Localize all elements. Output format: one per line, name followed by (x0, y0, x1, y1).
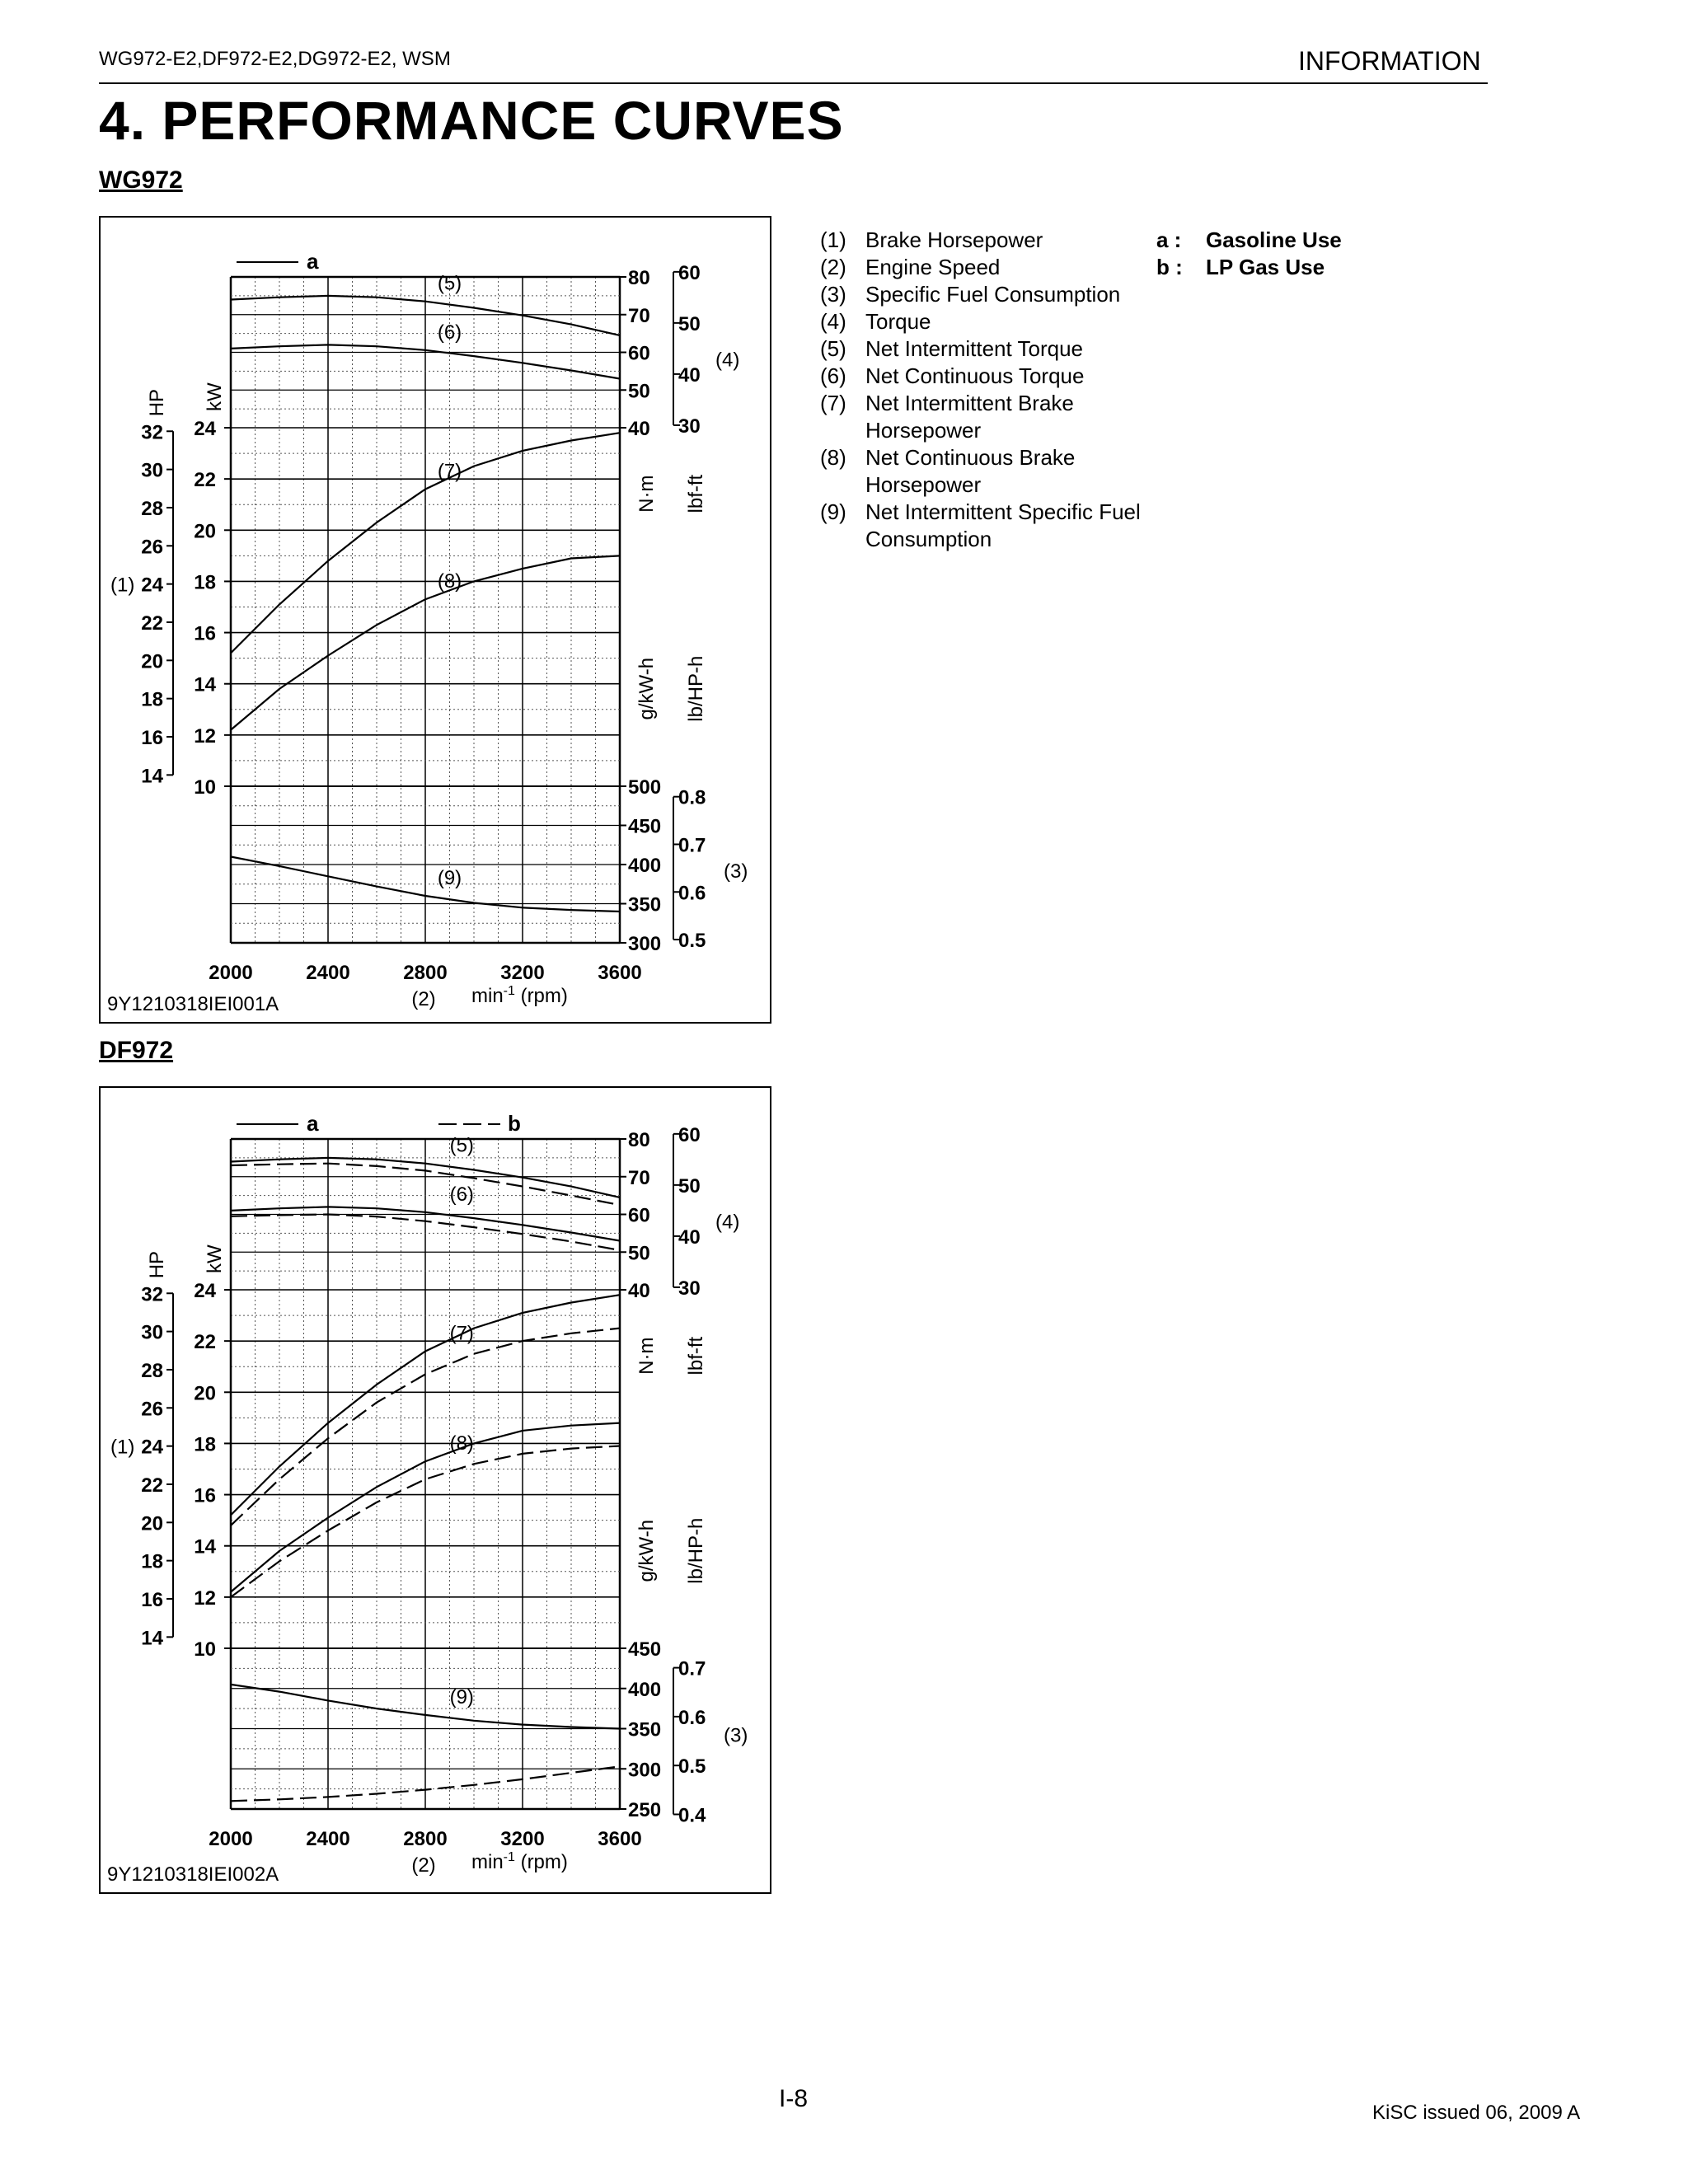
hp-axis-title: HP (146, 388, 168, 417)
df972-heading: DF972 (99, 1037, 174, 1064)
kw-tick-label: 24 (194, 1280, 216, 1302)
legend-item (820, 499, 1397, 553)
curve-number-label: (8) (449, 1432, 474, 1455)
sfc-g-tick-label: 400 (628, 855, 662, 877)
sfc-g-tick-label: 450 (628, 1638, 662, 1661)
kw-tick-label: 16 (194, 1484, 216, 1507)
kw-tick-label: 18 (194, 571, 216, 594)
figure-code: 9Y1210318IEI001A (107, 993, 279, 1015)
power-ref-label: (1) (110, 574, 135, 597)
nm-tick-label: 50 (628, 380, 650, 403)
kw-tick-label: 14 (194, 673, 216, 696)
curve-number-label: (5) (437, 272, 462, 295)
sfc-g-tick-label: 500 (628, 776, 662, 799)
fuel-text: Gasoline Use (1206, 227, 1342, 252)
legend-item (820, 335, 1397, 363)
gkwh-axis-title: g/kW-h (635, 1519, 658, 1582)
lbf-tick-label: 40 (678, 1226, 701, 1249)
curve-number-label: (8) (437, 570, 462, 593)
kw-axis-title: kW (204, 1244, 226, 1273)
x-axis-unit: $\min^{-1} (rpm)$ (471, 984, 568, 1007)
x-tick-label: 2400 (306, 1828, 350, 1850)
nm-axis-title: N·m (635, 1337, 658, 1375)
kw-axis-title: kW (204, 382, 226, 411)
series-a-label: a (307, 1111, 319, 1136)
nm-tick-label: 80 (628, 1129, 650, 1151)
nm-tick-label: 60 (628, 342, 650, 365)
hp-axis-title: HP (146, 1250, 168, 1279)
legend-number: (9) (820, 499, 846, 524)
sfc-g-tick-label: 350 (628, 893, 662, 916)
kw-tick-label: 12 (194, 1586, 216, 1610)
curve-number-label: (9) (437, 867, 462, 889)
fuel-legend-item (1156, 227, 1342, 254)
hp-tick-label: 14 (141, 1627, 163, 1650)
hp-tick-label: 26 (141, 536, 163, 559)
legend-number: (4) (820, 309, 846, 334)
sfc-lb-tick-label: 0.7 (678, 834, 706, 857)
hp-tick-label: 28 (141, 1359, 163, 1382)
hp-tick-label: 20 (141, 650, 163, 673)
sfc-g-tick-label: 300 (628, 1759, 662, 1782)
curve-number-label: (7) (437, 460, 462, 483)
hp-tick-label: 14 (141, 765, 163, 788)
header-manual-code: WG972-E2,DF972-E2,DG972-E2, WSM (99, 48, 451, 70)
legend-text: Net Intermittent Specific Fuel Consumption (865, 499, 1141, 551)
series-b-label: b (508, 1111, 521, 1136)
df972-figure (99, 1086, 771, 1894)
legend-number: (5) (820, 336, 846, 361)
kw-tick-label: 10 (194, 776, 216, 799)
lbf-tick-label: 60 (678, 1123, 701, 1146)
sfc-g-tick-label: 300 (628, 933, 662, 955)
curve-number-label: (7) (449, 1322, 474, 1345)
lbf-tick-label: 50 (678, 312, 701, 335)
hp-tick-label: 22 (141, 612, 163, 635)
sfc-ref-label: (3) (724, 1724, 748, 1747)
legend-item (820, 281, 1397, 308)
hp-tick-label: 32 (141, 421, 163, 444)
hp-tick-label: 20 (141, 1512, 163, 1535)
sfc-lb-tick-label: 0.5 (678, 930, 706, 953)
hp-tick-label: 24 (141, 574, 163, 597)
sfc-g-tick-label: 400 (628, 1678, 662, 1701)
hp-tick-label: 22 (141, 1474, 163, 1497)
kw-tick-label: 22 (194, 469, 216, 492)
x-tick-label: 2000 (209, 962, 253, 984)
kw-tick-label: 12 (194, 724, 216, 748)
kw-tick-label: 24 (194, 418, 216, 440)
sfc-g-tick-label: 250 (628, 1799, 662, 1821)
legend-text: Net Intermittent Torque (865, 336, 1083, 361)
nm-tick-label: 40 (628, 1280, 650, 1302)
curve-number-label: (9) (449, 1685, 474, 1708)
x-tick-label: 2000 (209, 1828, 253, 1850)
legend-text: Torque (865, 309, 931, 334)
sfc-g-tick-label: 350 (628, 1718, 662, 1741)
df972-chart (101, 1088, 770, 1892)
hp-tick-label: 26 (141, 1398, 163, 1421)
legend-number: (8) (820, 445, 846, 470)
x-ref-label: (2) (411, 988, 436, 1010)
page-title: 4. PERFORMANCE CURVES (99, 90, 844, 151)
lbf-tick-label: 30 (678, 1277, 701, 1300)
legend-text: Net Continuous Torque (865, 363, 1085, 388)
sfc-lb-tick-label: 0.7 (678, 1657, 706, 1680)
curve-number-label: (5) (449, 1134, 474, 1157)
gkwh-axis-title: g/kW-h (635, 657, 658, 720)
hp-tick-label: 18 (141, 1550, 163, 1573)
wg972-chart (101, 218, 770, 1022)
legend-text: Specific Fuel Consumption (865, 282, 1121, 307)
wg972-figure (99, 216, 771, 1024)
page-number: I-8 (779, 2085, 809, 2112)
wg972-heading: WG972 (99, 166, 183, 194)
legend-item (820, 363, 1397, 390)
legend-text: Brake Horsepower (865, 227, 1043, 252)
legend-number: (1) (820, 227, 846, 252)
sfc-lb-tick-label: 0.4 (678, 1804, 706, 1827)
fuel-legend (1156, 227, 1342, 281)
x-tick-label: 3600 (598, 1828, 642, 1850)
legend-item (820, 308, 1397, 335)
kw-tick-label: 20 (194, 1382, 216, 1405)
fuel-key: a : (1156, 227, 1182, 252)
sfc-g-tick-label: 450 (628, 815, 662, 838)
legend-item (820, 390, 1397, 444)
kw-tick-label: 16 (194, 622, 216, 645)
lbf-axis-title: lbf-ft (685, 474, 707, 513)
legend-number: (3) (820, 282, 846, 307)
x-tick-label: 3200 (500, 1828, 545, 1850)
legend-text: Net Continuous Brake Horsepower (865, 445, 1076, 497)
x-ref-label: (2) (411, 1854, 436, 1877)
torque-ref-label: (4) (715, 349, 740, 372)
nm-tick-label: 40 (628, 418, 650, 440)
kw-tick-label: 20 (194, 520, 216, 543)
torque-ref-label: (4) (715, 1211, 740, 1234)
hp-tick-label: 18 (141, 688, 163, 711)
lbhph-axis-title: lb/HP-h (685, 655, 707, 722)
series-a-label: a (307, 249, 319, 274)
fuel-key: b : (1156, 255, 1183, 279)
figure-code: 9Y1210318IEI002A (107, 1863, 279, 1886)
sfc-lb-tick-label: 0.6 (678, 882, 706, 905)
sfc-lb-tick-label: 0.5 (678, 1755, 706, 1779)
hp-tick-label: 16 (141, 1588, 163, 1611)
lbf-tick-label: 30 (678, 415, 701, 438)
curve-number-label: (6) (449, 1183, 474, 1206)
x-tick-label: 3200 (500, 962, 545, 984)
power-ref-label: (1) (110, 1436, 135, 1459)
kw-tick-label: 10 (194, 1638, 216, 1661)
nm-tick-label: 50 (628, 1242, 650, 1265)
nm-tick-label: 70 (628, 304, 650, 327)
x-axis-unit: $\min^{-1} (rpm)$ (471, 1850, 568, 1873)
nm-axis-title: N·m (635, 475, 658, 513)
kw-tick-label: 22 (194, 1331, 216, 1354)
legend-item (820, 444, 1397, 499)
sfc-lb-tick-label: 0.8 (678, 786, 706, 809)
lbf-tick-label: 60 (678, 261, 701, 284)
hp-tick-label: 30 (141, 459, 163, 482)
lbf-tick-label: 50 (678, 1174, 701, 1197)
legend-number: (2) (820, 255, 846, 279)
legend-text: Engine Speed (865, 255, 1001, 279)
fuel-text: LP Gas Use (1206, 255, 1325, 279)
legend-text: Net Intermittent Brake Horsepower (865, 391, 1074, 443)
nm-tick-label: 60 (628, 1204, 650, 1227)
lbf-axis-title: lbf-ft (685, 1336, 707, 1376)
x-tick-label: 2800 (403, 962, 448, 984)
lbf-tick-label: 40 (678, 363, 701, 387)
hp-tick-label: 30 (141, 1321, 163, 1344)
hp-tick-label: 28 (141, 497, 163, 520)
curve-number-label: (6) (437, 321, 462, 344)
legend-number: (6) (820, 363, 846, 388)
sfc-lb-tick-label: 0.6 (678, 1706, 706, 1729)
lbhph-axis-title: lb/HP-h (685, 1517, 707, 1584)
nm-tick-label: 70 (628, 1166, 650, 1189)
kw-tick-label: 18 (194, 1433, 216, 1456)
kw-tick-label: 14 (194, 1535, 216, 1558)
header-rule (99, 82, 1488, 84)
nm-tick-label: 80 (628, 267, 650, 289)
x-tick-label: 3600 (598, 962, 642, 984)
x-tick-label: 2800 (403, 1828, 448, 1850)
header-section: INFORMATION (1298, 46, 1481, 76)
issue-note: KiSC issued 06, 2009 A (1372, 2102, 1581, 2124)
hp-tick-label: 32 (141, 1283, 163, 1306)
legend-number: (7) (820, 391, 846, 415)
x-tick-label: 2400 (306, 962, 350, 984)
hp-tick-label: 16 (141, 726, 163, 749)
fuel-legend-item (1156, 254, 1342, 281)
hp-tick-label: 24 (141, 1436, 163, 1459)
sfc-ref-label: (3) (724, 860, 748, 883)
